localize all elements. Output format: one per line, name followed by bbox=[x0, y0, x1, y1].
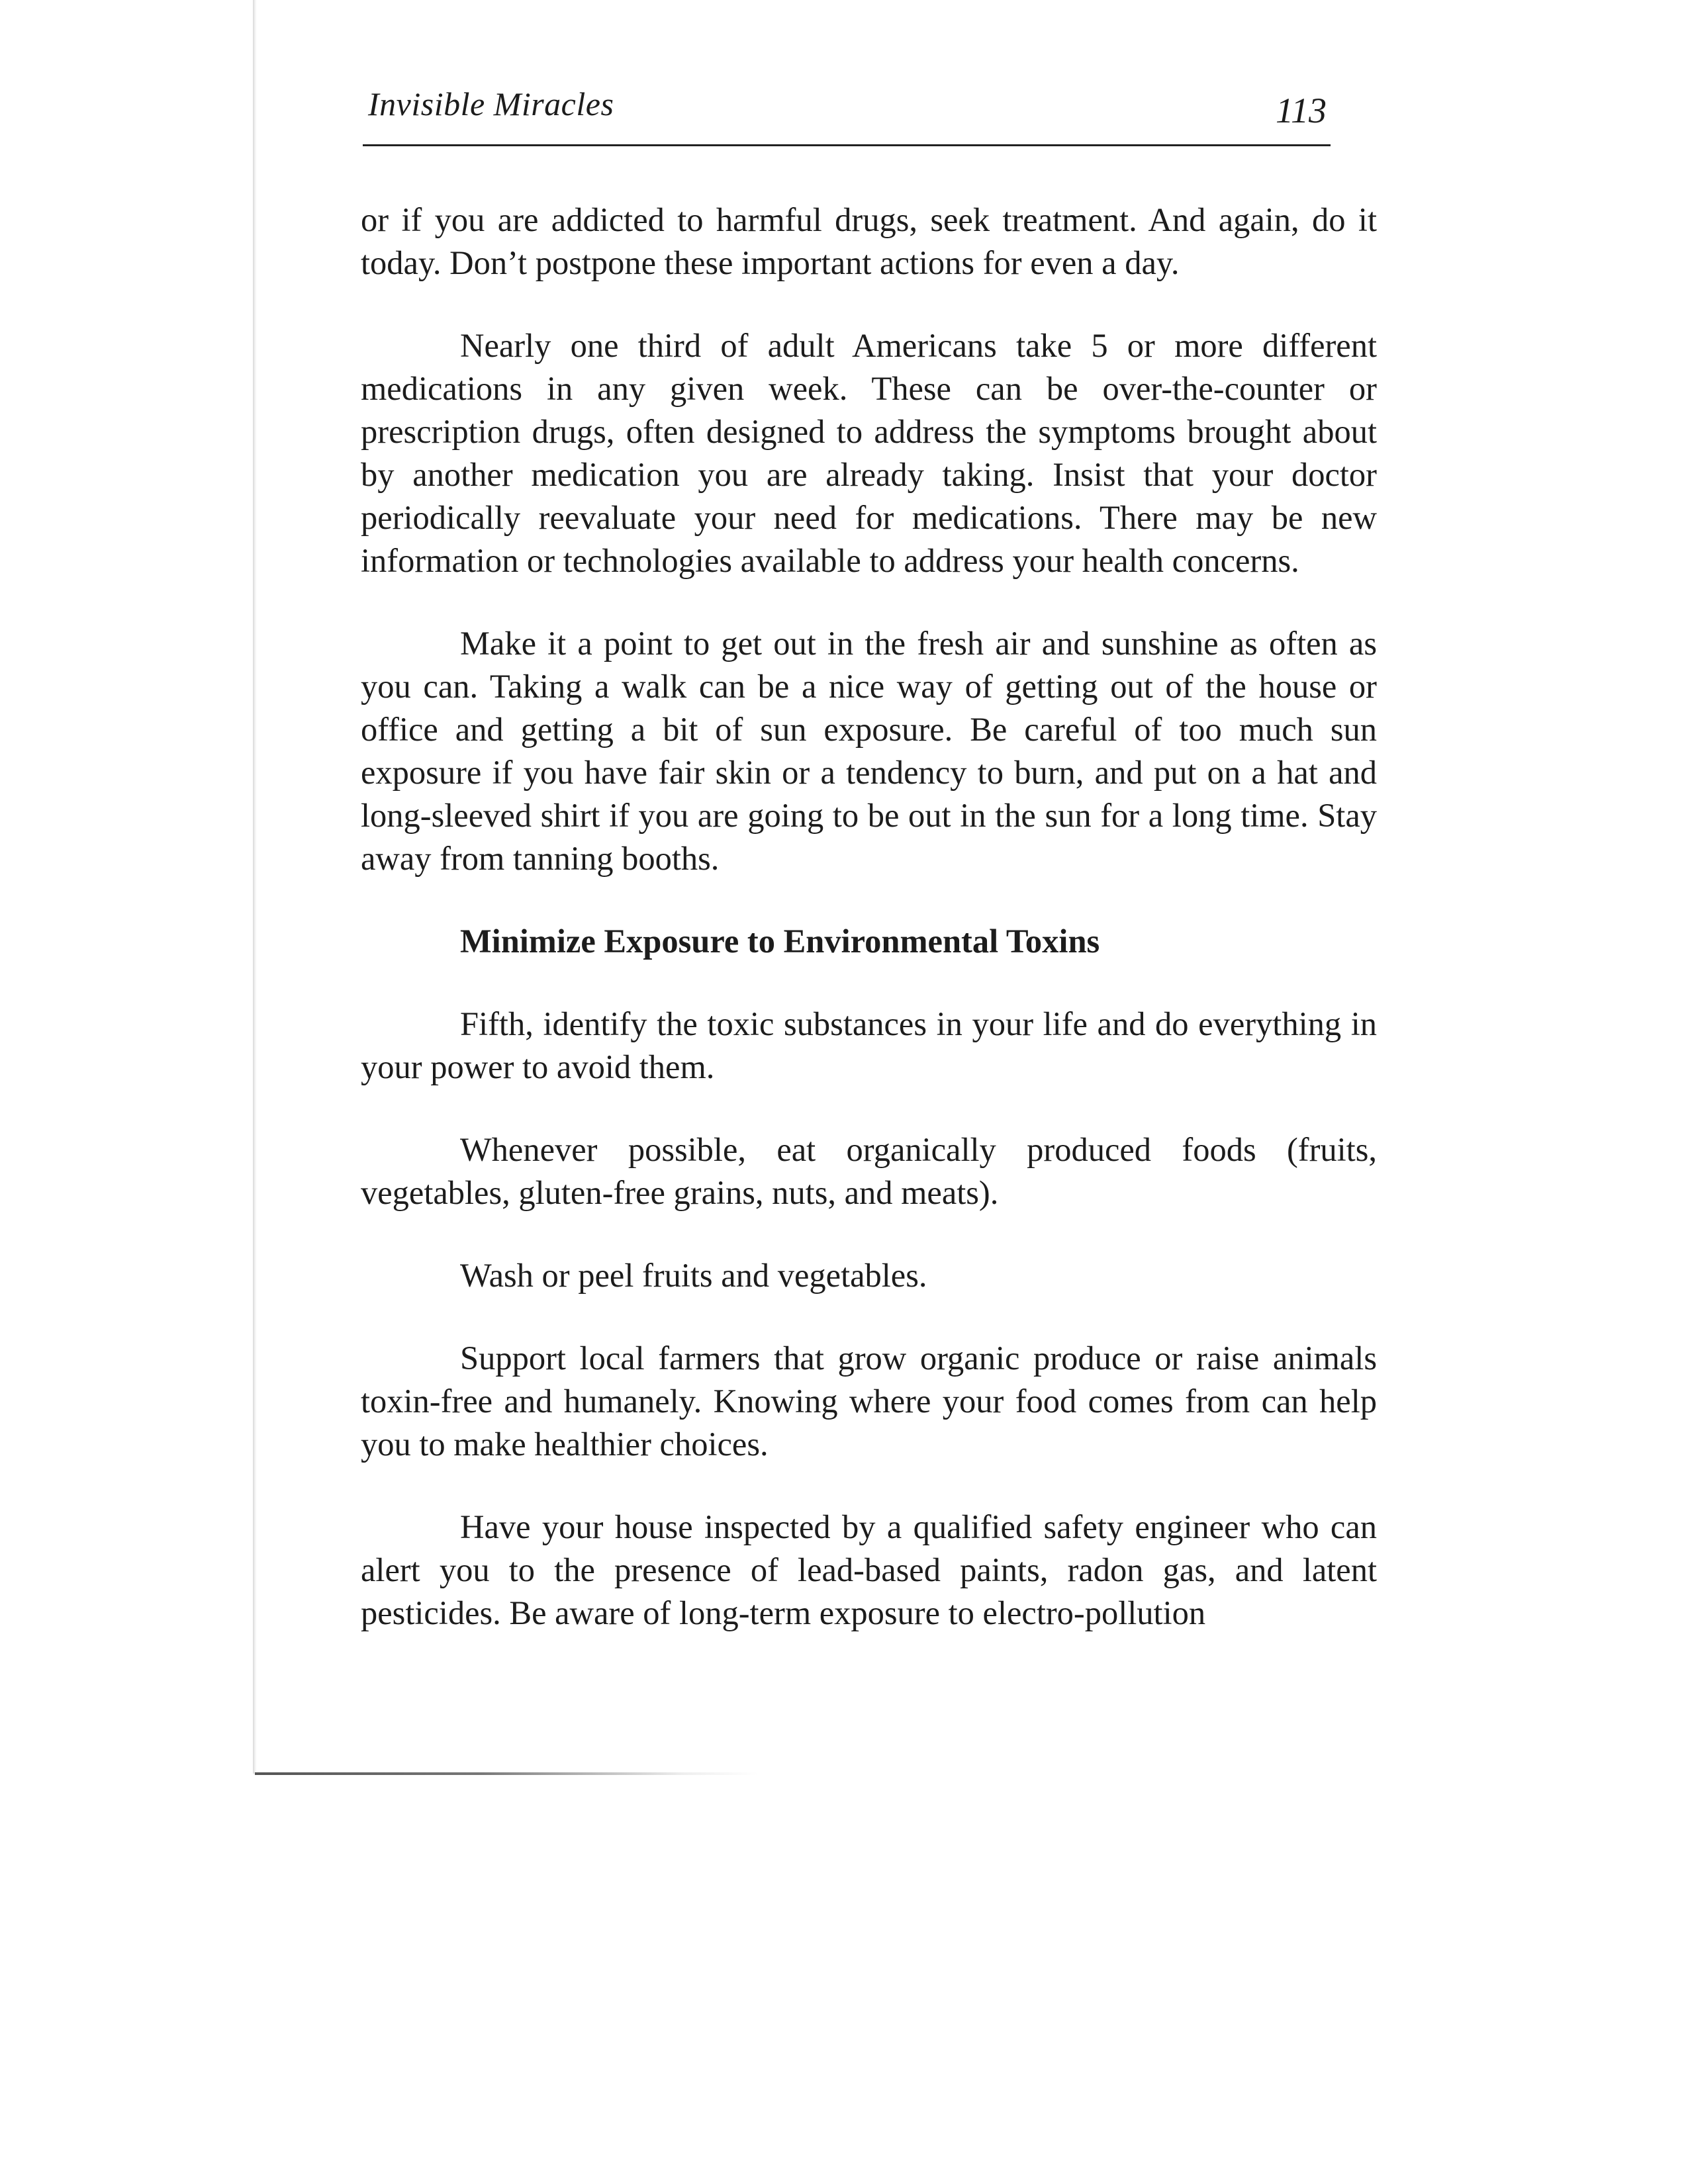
section-heading: Minimize Exposure to Environmental Toxins bbox=[460, 923, 1100, 960]
paragraph-sunshine: Make it a point to get out in the fresh air and sunshine as often as you can. Taking a walk can be a nice way of getting out of the house or office and getting a bit of sun exposure. Be careful of too much sun exposure if you have fair skin or a tendency to burn, and put on a hat and long-sleeved shirt if you are going to be out in the sun for a long time. Stay away from tanning booths. bbox=[361, 625, 1377, 877]
scan-page-edge-left bbox=[253, 0, 257, 1774]
running-header bbox=[363, 71, 1331, 146]
paragraph-toxic-substances: Fifth, identify the toxic substances in your life and do everything in your power to avoid them. bbox=[361, 1005, 1377, 1085]
paragraph-local-farmers: Support local farmers that grow organic produce or raise animals toxin-free and humanely. Knowing where your food comes from can help you to make healthier choices. bbox=[361, 1340, 1377, 1463]
paragraph-house-inspection: Have your house inspected by a qualified safety engineer who can alert you to the presence of lead-based paints, radon gas, and latent pesticides. Be aware of long-term exposure to electro-pollution bbox=[361, 1508, 1377, 1631]
page-number: 113 bbox=[1276, 91, 1327, 130]
paragraph-continued: or if you are addicted to harmful drugs, seek treatment. And again, do it today. Don’t postpone these important actions for even a day. bbox=[361, 201, 1377, 281]
book-title: Invisible Miracles bbox=[368, 85, 614, 122]
paragraph-medications: Nearly one third of adult Americans take 5 or more different medications in any given week. These can be over-the-counter or prescription drugs, often designed to address the symptoms brought about by another medication you are already taking. Insist that your doctor periodically reevaluate your need for medications. There may be new information or technologies available to address your health concerns. bbox=[361, 327, 1377, 579]
scan-page-edge-bottom bbox=[255, 1772, 758, 1775]
paragraph-organic-foods: Whenever possible, eat organically produced foods (fruits, vegetables, gluten-free grains, nuts, and meats). bbox=[361, 1131, 1377, 1211]
paragraph-wash-produce: Wash or peel fruits and vegetables. bbox=[460, 1257, 927, 1294]
page-body bbox=[361, 199, 1377, 1674]
